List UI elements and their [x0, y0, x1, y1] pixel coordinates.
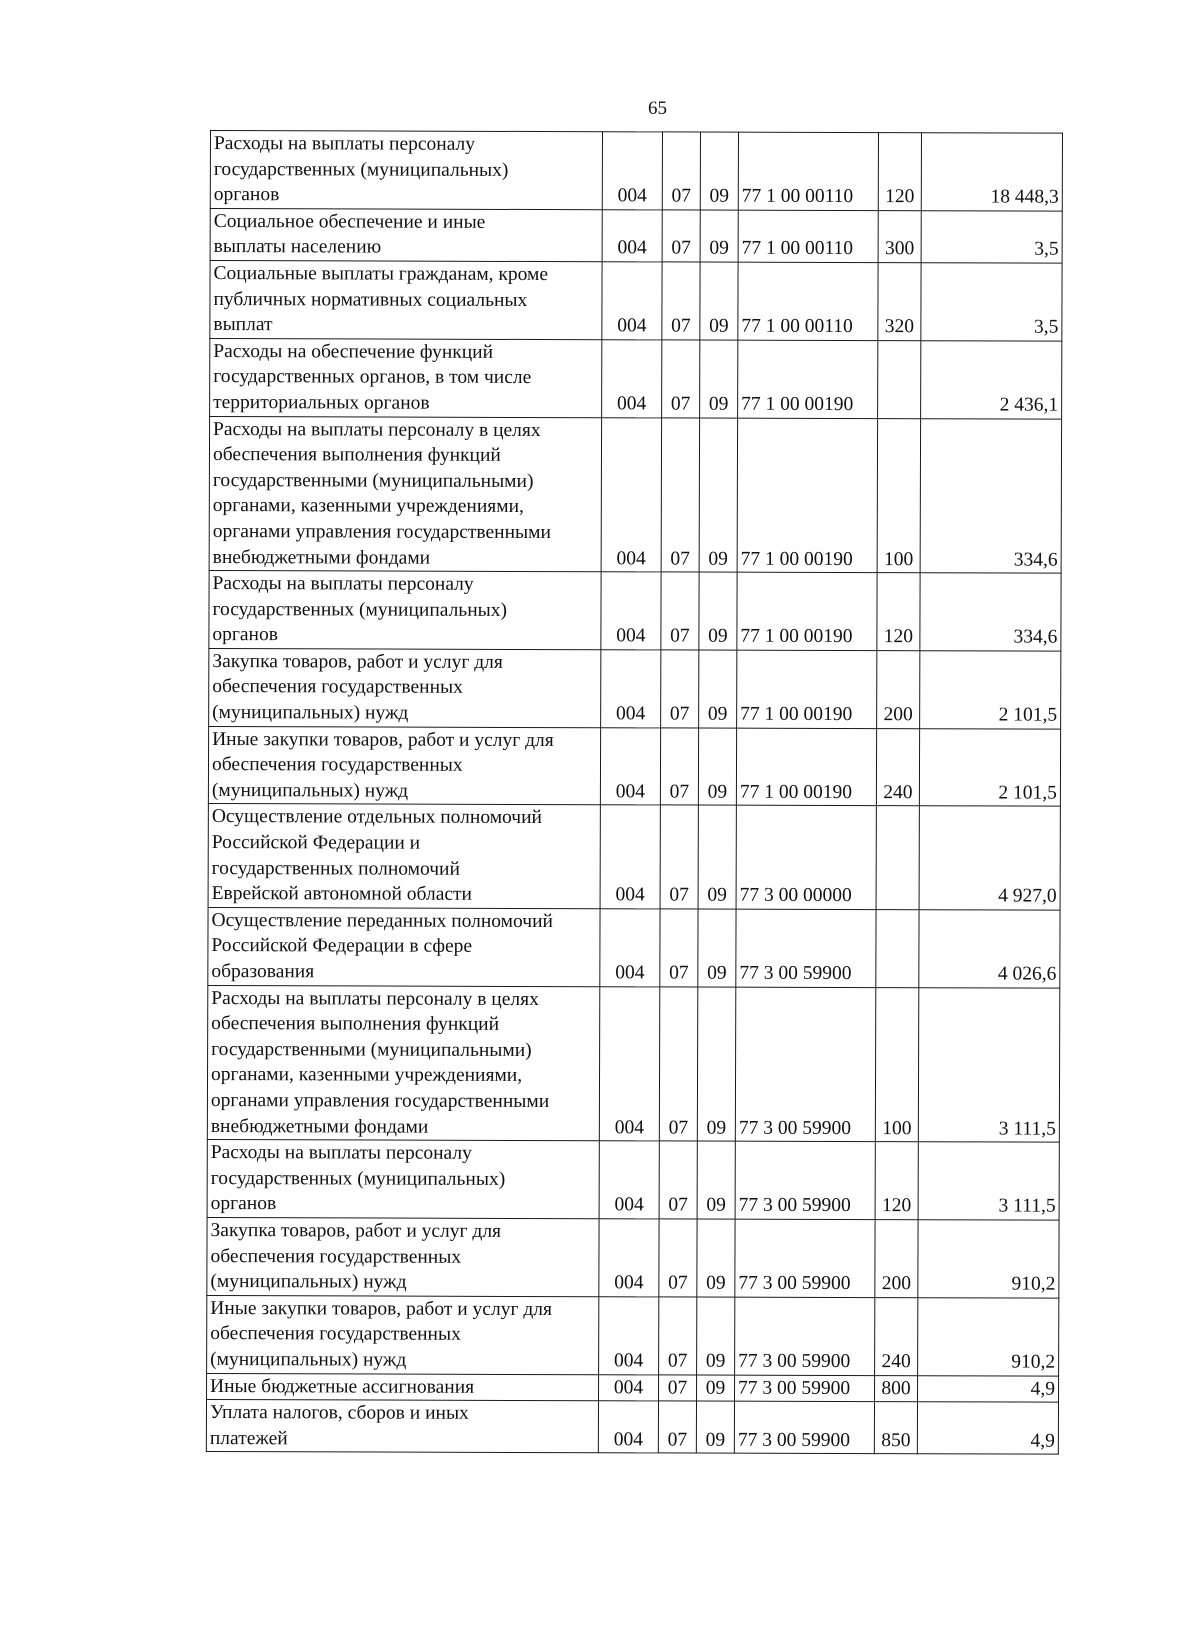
amount-cell: 334,6	[920, 573, 1061, 651]
section-code-cell: 07	[662, 262, 700, 340]
subsection-code-cell: 09	[698, 728, 736, 806]
target-article-cell: 77 3 00 59900	[735, 1141, 875, 1219]
subsection-code-cell: 09	[699, 650, 737, 728]
budget-table-body	[206, 131, 1062, 1455]
subsection-code-cell: 09	[697, 1219, 735, 1297]
subsection-code-cell: 09	[697, 1297, 735, 1375]
expense-name-cell	[207, 1217, 599, 1296]
table-row	[207, 985, 1059, 1142]
section-code-cell: 07	[661, 650, 699, 728]
target-article-cell: 77 1 00 00190	[736, 728, 876, 806]
amount-cell: 334,6	[920, 418, 1061, 573]
table-row	[209, 416, 1061, 573]
ministry-code-cell: 004	[599, 1296, 659, 1374]
table-row	[210, 131, 1062, 211]
target-article-cell: 77 1 00 00190	[738, 340, 878, 418]
expense-name-line: государственными (муниципальными)	[211, 1038, 532, 1061]
subsection-code-cell: 09	[700, 210, 738, 262]
expense-name-line: государственных (муниципальных)	[213, 158, 509, 181]
ministry-code-cell: 004	[599, 1219, 659, 1297]
expense-name-line: Российской Федерации в сфере	[211, 935, 473, 958]
target-article-cell: 77 3 00 59900	[736, 909, 876, 987]
subsection-code-cell: 09	[697, 1141, 735, 1219]
ministry-code-cell: 004	[600, 727, 660, 805]
section-code-cell: 07	[662, 210, 700, 262]
target-article-cell: 77 1 00 00190	[737, 650, 877, 728]
target-article-cell: 77 3 00 00000	[736, 806, 876, 910]
expense-name-line: выплат	[213, 314, 273, 336]
expense-type-cell: 200	[877, 650, 920, 728]
expense-name-cell	[210, 208, 602, 261]
expense-name-cell	[207, 1373, 599, 1401]
section-code-cell: 07	[659, 1297, 697, 1375]
target-article-cell: 77 3 00 59900	[735, 1375, 875, 1402]
ministry-code-cell: 004	[601, 572, 661, 650]
expense-type-cell: 240	[876, 728, 919, 806]
section-code-cell: 07	[658, 1401, 696, 1453]
subsection-code-cell: 09	[699, 418, 737, 573]
expense-name-line: Расходы на выплаты персоналу в целях	[211, 987, 539, 1010]
expense-name-line: органов	[210, 1193, 277, 1215]
expense-name-line: государственных полномочий	[211, 857, 460, 880]
expense-name-line: Расходы на выплаты персоналу	[212, 573, 474, 595]
expense-name-line: государственных (муниципальных)	[210, 1167, 506, 1190]
expense-name-cell	[207, 1295, 599, 1374]
expense-name-line: Иные бюджетные ассигнования	[210, 1375, 475, 1398]
subsection-code-cell: 09	[700, 262, 738, 340]
expense-name-cell	[207, 1140, 599, 1219]
section-code-cell: 07	[659, 1141, 697, 1219]
table-row	[207, 1140, 1059, 1220]
section-code-cell: 07	[660, 805, 698, 908]
expense-name-line: Расходы на выплаты персоналу	[210, 1142, 472, 1164]
expense-name-line: образования	[211, 961, 315, 983]
expense-name-line: Осуществление отдельных полномочий	[211, 806, 543, 829]
target-article-cell: 77 3 00 59900	[735, 987, 875, 1142]
section-code-cell: 07	[659, 987, 697, 1142]
expense-name-line: (муниципальных) нужд	[211, 779, 409, 802]
table-row	[210, 260, 1062, 340]
expense-type-cell: 200	[875, 1220, 918, 1298]
amount-cell: 3 111,5	[918, 1142, 1059, 1220]
expense-name-line: платежей	[209, 1427, 288, 1449]
section-code-cell: 07	[660, 728, 698, 806]
expense-name-line: органами, казенными учреждениями,	[210, 1064, 523, 1087]
expense-name-line: Уплата налогов, сборов и иных	[209, 1402, 469, 1424]
expense-name-line: органами, казенными учреждениями,	[212, 495, 524, 518]
expense-name-line: Расходы на выплаты персоналу в целях	[213, 418, 541, 441]
target-article-cell: 77 1 00 00110	[738, 210, 878, 263]
expense-name-line: (муниципальных) нужд	[210, 1271, 407, 1293]
expense-name-cell	[208, 907, 600, 986]
amount-cell: 4,9	[917, 1402, 1058, 1455]
expense-name-line: государственных (муниципальных)	[212, 598, 508, 621]
expense-name-line: обеспечения выполнения функций	[211, 1013, 500, 1036]
section-code-cell: 07	[661, 417, 699, 572]
expense-name-cell	[210, 338, 602, 417]
expense-type-cell: 100	[877, 418, 920, 573]
expense-type-cell	[876, 909, 919, 987]
amount-cell: 18 448,3	[921, 133, 1062, 211]
amount-cell: 4 026,6	[919, 910, 1060, 988]
amount-cell: 2 436,1	[921, 340, 1062, 418]
expense-name-line: Социальное обеспечение и иные	[213, 210, 486, 233]
expense-type-cell: 120	[877, 573, 920, 651]
section-code-cell: 07	[660, 909, 698, 987]
expense-name-line: Закупка товаров, работ и услуг для	[210, 1219, 502, 1242]
expense-name-line: Расходы на обеспечение функций	[213, 340, 494, 363]
expense-name-line: Социальные выплаты гражданам, кроме	[213, 262, 549, 286]
amount-cell: 3,5	[921, 211, 1062, 264]
expense-name-line: обеспечения государственных	[212, 676, 463, 699]
target-article-cell: 77 1 00 00190	[737, 572, 877, 650]
target-article-cell: 77 3 00 59900	[734, 1401, 874, 1454]
amount-cell: 2 101,5	[920, 651, 1061, 729]
ministry-code-cell: 004	[602, 132, 662, 210]
target-article-cell: 77 1 00 00110	[738, 262, 878, 340]
table-row	[210, 338, 1062, 418]
table-row	[210, 208, 1062, 263]
budget-table	[206, 130, 1063, 1455]
expense-type-cell	[876, 806, 919, 910]
table-row	[207, 1217, 1059, 1297]
expense-type-cell: 100	[875, 987, 918, 1142]
ministry-code-cell: 004	[601, 650, 661, 728]
amount-cell: 910,2	[918, 1297, 1059, 1375]
expense-name-line: Иные закупки товаров, работ и услуг для	[210, 1297, 553, 1320]
amount-cell: 4 927,0	[919, 806, 1060, 910]
expense-name-line: обеспечения государственных	[210, 1245, 462, 1268]
target-article-cell: 77 3 00 59900	[735, 1219, 875, 1297]
expense-name-line: Российской Федерации и	[211, 832, 421, 854]
target-article-cell: 77 3 00 59900	[735, 1297, 875, 1375]
expense-name-cell	[210, 260, 602, 339]
expense-name-line: (муниципальных) нужд	[212, 702, 409, 724]
table-row	[206, 1400, 1058, 1455]
expense-name-line: органов	[212, 624, 278, 646]
amount-cell: 4,9	[918, 1375, 1059, 1402]
table-row	[208, 907, 1060, 987]
expense-type-cell: 800	[875, 1375, 918, 1402]
subsection-code-cell: 09	[698, 805, 736, 908]
expense-type-cell: 120	[875, 1142, 918, 1220]
expense-type-cell: 850	[874, 1402, 917, 1454]
expense-name-line: органами управления государственными	[212, 520, 551, 543]
expense-name-line: обеспечения выполнения функций	[212, 444, 501, 467]
ministry-code-cell: 004	[602, 262, 662, 340]
ministry-code-cell: 004	[601, 417, 661, 572]
expense-type-cell	[878, 340, 921, 418]
expense-name-line: государственных органов, в том числе	[213, 366, 532, 389]
section-code-cell: 07	[659, 1374, 697, 1401]
amount-cell: 2 101,5	[919, 728, 1060, 806]
expense-name-line: Иные закупки товаров, работ и услуг для	[212, 728, 554, 751]
expense-name-cell	[209, 648, 601, 727]
subsection-code-cell: 09	[697, 1375, 735, 1402]
amount-cell: 3 111,5	[918, 987, 1059, 1142]
subsection-code-cell: 09	[699, 572, 737, 650]
section-code-cell: 07	[659, 1219, 697, 1297]
target-article-cell: 77 1 00 00190	[737, 418, 877, 573]
table-row	[209, 571, 1061, 651]
expense-name-cell	[207, 985, 599, 1141]
expense-name-cell	[206, 1400, 598, 1453]
ministry-code-cell: 004	[599, 986, 659, 1141]
amount-cell: 910,2	[918, 1220, 1059, 1298]
expense-name-line: (муниципальных) нужд	[210, 1348, 407, 1371]
subsection-code-cell: 09	[700, 340, 738, 418]
section-code-cell: 07	[662, 340, 700, 418]
expense-name-line: органами управления государственными	[210, 1089, 550, 1113]
ministry-code-cell: 004	[602, 210, 662, 262]
expense-name-line: Закупка товаров, работ и услуг для	[212, 650, 503, 673]
ministry-code-cell: 004	[599, 1374, 659, 1401]
expense-type-cell: 320	[878, 263, 921, 341]
expense-type-cell: 240	[875, 1297, 918, 1375]
ministry-code-cell: 004	[599, 1141, 659, 1219]
subsection-code-cell: 09	[698, 909, 736, 987]
table-row	[207, 1373, 1059, 1402]
section-code-cell: 07	[661, 572, 699, 650]
expense-name-line: Еврейской автономной области	[211, 883, 473, 906]
table-row	[209, 648, 1061, 728]
expense-name-line: территориальных органов	[213, 391, 430, 414]
expense-name-line: внебюджетными фондами	[212, 546, 431, 569]
ministry-code-cell: 004	[598, 1401, 658, 1453]
expense-name-line: Осуществление переданных полномочий	[211, 909, 554, 932]
ministry-code-cell: 004	[602, 339, 662, 417]
table-row	[208, 726, 1060, 806]
expense-name-line: государственными (муниципальными)	[212, 469, 534, 492]
expense-name-cell	[210, 131, 602, 210]
table-row	[207, 1295, 1059, 1375]
expense-name-line: обеспечения государственных	[210, 1323, 461, 1346]
subsection-code-cell: 09	[700, 132, 738, 210]
expense-name-cell	[209, 416, 601, 572]
expense-name-line: внебюджетными фондами	[210, 1115, 429, 1138]
expense-name-line: выплаты населению	[213, 236, 382, 258]
expense-name-line: публичных нормативных социальных	[213, 288, 528, 311]
amount-cell: 3,5	[921, 263, 1062, 341]
expense-name-cell	[208, 804, 600, 909]
expense-name-line: Расходы на выплаты персоналу	[213, 133, 476, 155]
table-row	[208, 804, 1060, 910]
target-article-cell: 77 1 00 00110	[738, 132, 878, 210]
subsection-code-cell: 09	[697, 987, 735, 1142]
section-code-cell: 07	[662, 132, 700, 210]
page-number: 65	[648, 98, 667, 119]
expense-name-cell	[208, 726, 600, 805]
expense-name-line: органов	[213, 184, 280, 206]
expense-name-cell	[209, 571, 601, 650]
expense-name-line: обеспечения государственных	[211, 754, 463, 777]
ministry-code-cell: 004	[600, 909, 660, 987]
subsection-code-cell: 09	[696, 1401, 734, 1453]
ministry-code-cell: 004	[600, 805, 660, 909]
expense-type-cell: 120	[878, 133, 921, 211]
expense-type-cell: 300	[878, 210, 921, 262]
